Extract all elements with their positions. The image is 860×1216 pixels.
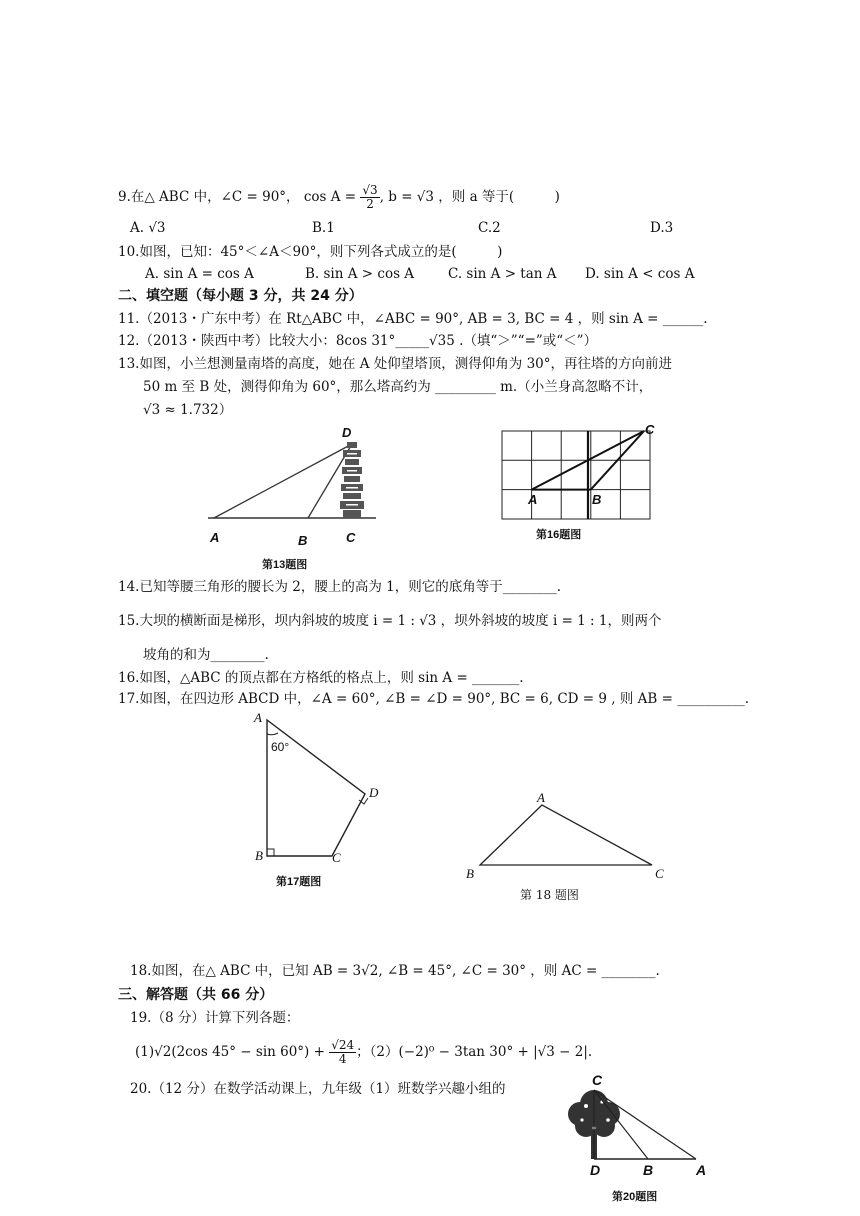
question-13-line-1: 13.如图，小兰想测量南塔的高度，她在 A 处仰望塔顶，测得仰角为 30°，再往塔的方向前进: [118, 356, 673, 372]
fig13-label-b: B: [298, 533, 308, 548]
q10-option-d: D. sin A < cos A: [585, 266, 695, 282]
fig17-label-a: A: [254, 710, 262, 725]
fig18-label-c: C: [655, 866, 664, 881]
fig13-label-a: A: [210, 530, 220, 545]
question-17: 17.如图，在四边形 ABCD 中，∠A = 60°, ∠B = ∠D = 90°, BC = 6, CD = 9 , 则 AB = __________.: [118, 691, 749, 707]
q10-option-c: C. sin A > tan A: [448, 266, 557, 282]
figure-13: [200, 422, 380, 572]
fraction-denominator: 2: [366, 197, 374, 211]
question-18: 18.如图，在△ ABC 中，已知 AB = 3√2, ∠B = 45°, ∠C = 30° ，则 AC = ________.: [130, 963, 660, 979]
fig16-caption: 第16题图: [536, 529, 582, 541]
question-15-line-2: 坡角的和为________.: [143, 647, 269, 663]
fig20-label-c: C: [592, 1072, 603, 1088]
figure-20: [556, 1076, 716, 1176]
fig13-label-c: C: [346, 530, 356, 545]
fig17-label-d: D: [369, 785, 379, 800]
question-19-part-1: (1)√2(2cos 45° − sin 60°) +: [135, 1044, 330, 1060]
question-12: 12.（2013・陕西中考）比较大小：8cos 31°_____√35 .（填“＞”“=”或“＜”）: [118, 333, 598, 349]
fig16-label-c: C: [645, 422, 655, 437]
fig20-caption: 第20题图: [612, 1191, 658, 1203]
fig20-label-d: D: [590, 1162, 601, 1178]
q9-option-c: C.2: [478, 220, 501, 236]
fig16-label-b: B: [592, 492, 602, 507]
q9-option-a: A. √3: [130, 220, 166, 236]
question-9: [118, 184, 560, 211]
figure-18: [470, 795, 660, 870]
figure-16: [500, 428, 660, 524]
fig18-label-b: B: [466, 866, 474, 881]
fig17-label-c: C: [332, 850, 341, 865]
fig13-caption: 第13题图: [262, 559, 308, 571]
q9-option-b: B.1: [312, 220, 335, 236]
question-19-parts: [135, 1039, 592, 1066]
fig17-angle-label: 60°: [271, 740, 290, 754]
question-15-line-1: 15.大坝的横断面是梯形，坝内斜坡的坡度 i = 1 : √3 ，坝外斜坡的坡度 i = 1 : 1，则两个: [118, 613, 662, 629]
question-13-line-2: 50 m 至 B 处，测得仰角为 60°，那么塔高约为 _________ m.（小兰身高忽略不计，: [143, 379, 653, 395]
question-19: 19.（8 分）计算下列各题：: [130, 1010, 300, 1026]
question-9-tail: , b = √3 ，则 a 等于( ): [379, 189, 560, 205]
q10-option-a: A. sin A = cos A: [145, 266, 254, 282]
question-13-line-3: √3 ≈ 1.732）: [143, 402, 233, 418]
section-2-title: 二、填空题（每小题 3 分，共 24 分）: [118, 288, 363, 304]
fig18-label-a: A: [537, 790, 545, 805]
fig17-caption: 第17题图: [276, 876, 322, 888]
question-11: 11.（2013・广东中考）在 Rt△ABC 中，∠ABC = 90°, AB = 3, BC = 4 ，则 sin A = ______.: [118, 311, 708, 327]
question-9-stem: 9.在△ ABC 中，∠C = 90°， cos A =: [118, 189, 361, 205]
fraction-numerator: √24: [331, 1038, 355, 1052]
question-16: 16.如图，△ABC 的顶点都在方格纸的格点上，则 sin A = _______.: [118, 670, 524, 686]
question-20: 20.（12 分）在数学活动课上，九年级（1）班数学兴趣小组的: [130, 1081, 506, 1097]
fig20-label-b: B: [643, 1162, 654, 1178]
q10-option-b: B. sin A > cos A: [305, 266, 415, 282]
fraction-denominator: 4: [338, 1052, 347, 1066]
q9-option-d: D.3: [650, 220, 674, 236]
question-10: 10.如图，已知：45°＜∠A＜90°，则下列各式成立的是( ): [118, 244, 503, 260]
fraction: [329, 1039, 356, 1066]
fig13-label-d: D: [342, 425, 352, 440]
fig20-label-a: A: [696, 1162, 707, 1178]
fraction-numerator: √3: [362, 183, 378, 197]
question-14: 14.已知等腰三角形的腰长为 2，腰上的高为 1，则它的底角等于________.: [118, 579, 562, 595]
fig18-caption: 第 18 题图: [520, 888, 579, 902]
fig16-label-a: A: [528, 492, 538, 507]
fig17-label-b: B: [255, 848, 263, 863]
fraction: [360, 184, 379, 211]
question-19-part-2: ；（2）(−2)⁰ − 3tan 30° + |√3 − 2|.: [356, 1044, 593, 1060]
section-3-title: 三、解答题（共 66 分）: [118, 987, 274, 1003]
